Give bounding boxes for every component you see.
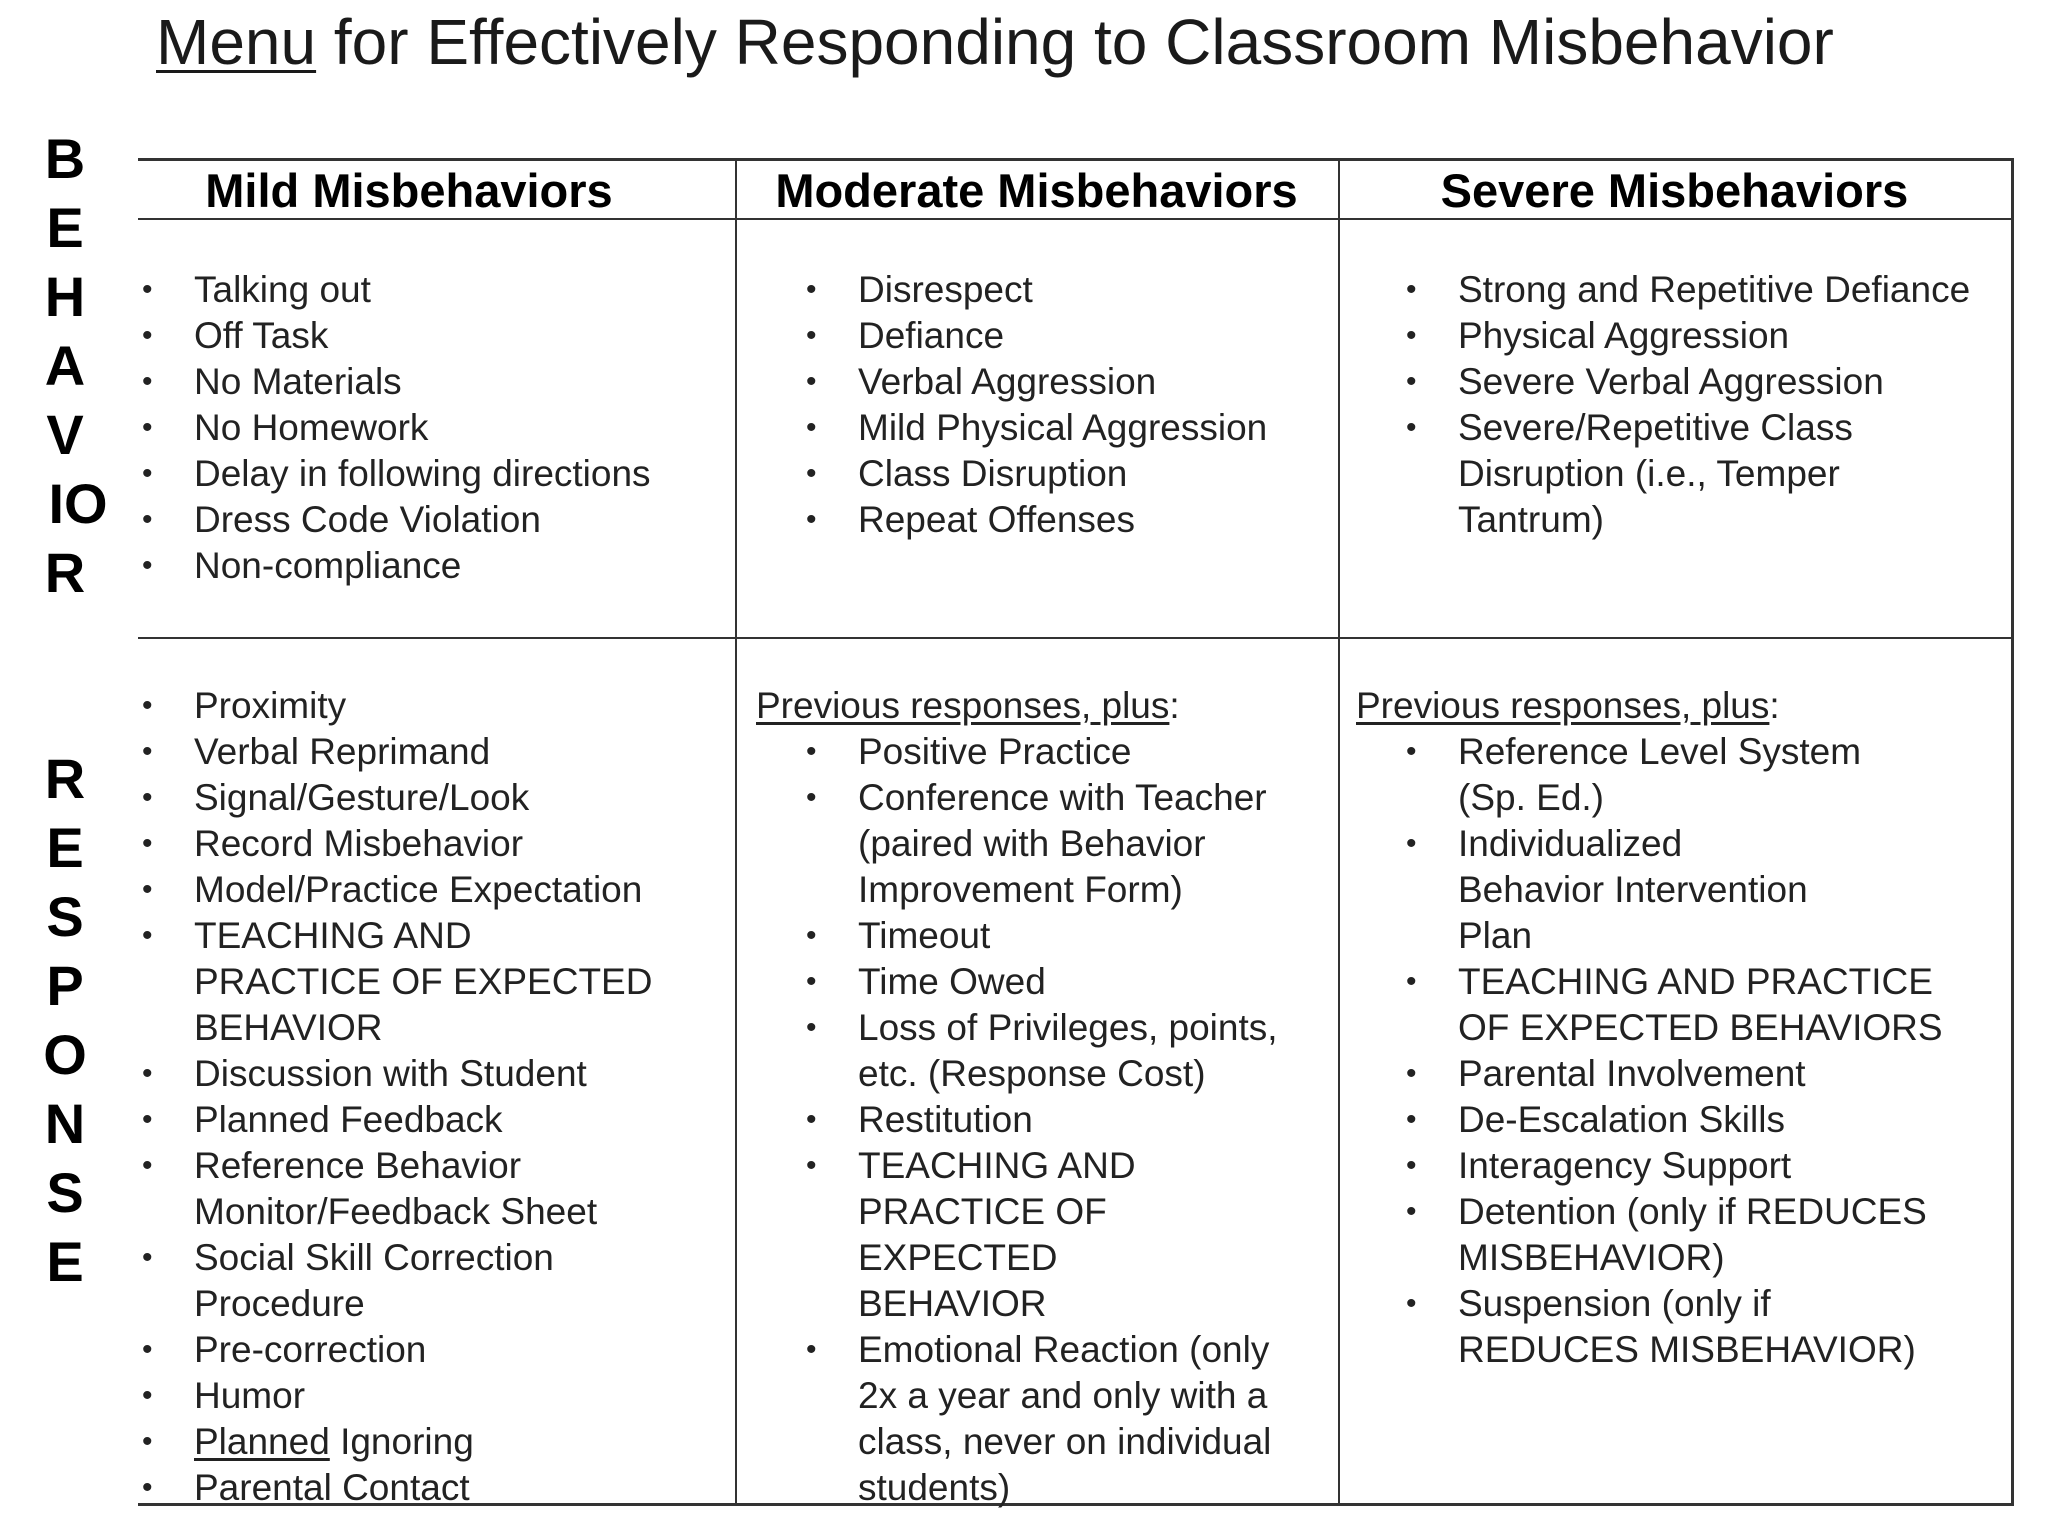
- severe-responses-list: [1406, 729, 2006, 1373]
- mild-behaviors-list: [142, 267, 732, 589]
- list-item: • Individualized Behavior Intervention Plan: [1406, 821, 2006, 959]
- list-item: [142, 1419, 732, 1465]
- list-item: • Verbal Aggression: [806, 359, 1336, 405]
- list-item: • Non-compliance: [142, 543, 732, 589]
- list-item: • Parental Contact: [142, 1465, 732, 1511]
- side-letter: P: [46, 954, 84, 1017]
- list-item: • Interagency Support: [1406, 1143, 2006, 1189]
- previous-responses-label: Previous responses, plus: [756, 685, 1170, 726]
- cell-mild-responses: [142, 683, 732, 1511]
- cell-severe-behaviors: [1406, 267, 2006, 543]
- list-item: • De-Escalation Skills: [1406, 1097, 2006, 1143]
- list-item: • Class Disruption: [806, 451, 1336, 497]
- list-item: • Model/Practice Expectation: [142, 867, 732, 913]
- moderate-responses-list: [806, 729, 1336, 1511]
- list-item: • Reference Level System (Sp. Ed.): [1406, 729, 2006, 821]
- header-moderate: Moderate Misbehaviors: [775, 164, 1298, 217]
- list-item: • Verbal Reprimand: [142, 729, 732, 775]
- side-letter: O: [43, 1023, 87, 1086]
- list-item: • Conference with Teacher (paired with Behavior Improvement Form): [806, 775, 1336, 913]
- list-item: • Off Task: [142, 313, 732, 359]
- list-item: • Record Misbehavior: [142, 821, 732, 867]
- list-item: • Discussion with Student: [142, 1051, 732, 1097]
- list-item: • Severe Verbal Aggression: [1406, 359, 2006, 405]
- cell-moderate-behaviors: [806, 267, 1336, 543]
- list-item: • Timeout: [806, 913, 1336, 959]
- list-item: • TEACHING AND PRACTICE OF EXPECTED BEHAVIORS: [1406, 959, 2006, 1051]
- ignoring-text: Ignoring: [329, 1421, 474, 1462]
- side-letter: R: [44, 541, 86, 604]
- list-item: • Disrespect: [806, 267, 1336, 313]
- row-divider: [138, 637, 2011, 639]
- list-item: • Planned Feedback: [142, 1097, 732, 1143]
- list-item: • Pre-correction: [142, 1327, 732, 1373]
- side-letter: V: [46, 403, 84, 466]
- title-rest: for Effectively Responding to Classroom Misbehavior: [316, 6, 1834, 78]
- list-item: • Talking out: [142, 267, 732, 313]
- list-item: • Suspension (only if REDUCES MISBEHAVIOR): [1406, 1281, 2006, 1373]
- side-letter: R: [44, 747, 86, 810]
- side-letter: E: [46, 196, 84, 259]
- planned-underlined: Planned: [194, 1421, 330, 1462]
- column-divider: [735, 161, 737, 1503]
- mild-responses-list: [142, 683, 732, 1511]
- intro-colon: :: [1169, 685, 1180, 726]
- list-item: • Dress Code Violation: [142, 497, 732, 543]
- side-letter: N: [44, 1092, 86, 1155]
- previous-responses-intro: [756, 683, 1336, 729]
- severe-behaviors-list: [1406, 267, 2006, 543]
- cell-mild-behaviors: [142, 267, 732, 589]
- list-item: • Physical Aggression: [1406, 313, 2006, 359]
- cell-severe-responses: [1356, 683, 2006, 1373]
- list-item: • Restitution: [806, 1097, 1336, 1143]
- list-item: • No Homework: [142, 405, 732, 451]
- list-item: • Signal/Gesture/Look: [142, 775, 732, 821]
- list-item: • Positive Practice: [806, 729, 1336, 775]
- list-item: • Proximity: [142, 683, 732, 729]
- side-letter: IO: [48, 472, 108, 535]
- side-letter: S: [46, 885, 84, 948]
- page-title: [156, 0, 1834, 84]
- side-letter: H: [44, 265, 86, 328]
- misbehavior-table: [138, 158, 2014, 1506]
- list-item: • Parental Involvement: [1406, 1051, 2006, 1097]
- cell-moderate-responses: [756, 683, 1336, 1511]
- side-letter: A: [44, 334, 86, 397]
- list-item: • Delay in following directions: [142, 451, 732, 497]
- column-divider: [1338, 161, 1340, 1503]
- moderate-behaviors-list: [806, 267, 1336, 543]
- side-letter: B: [44, 127, 86, 190]
- header-severe: Severe Misbehaviors: [1440, 164, 1909, 217]
- side-letter: E: [46, 1230, 84, 1293]
- list-item: • No Materials: [142, 359, 732, 405]
- list-item: • TEACHING AND PRACTICE OF EXPECTED BEHAVIOR: [806, 1143, 1336, 1327]
- previous-responses-intro: [1356, 683, 2006, 729]
- title-underlined-word: Menu: [156, 6, 317, 78]
- list-item: • Time Owed: [806, 959, 1336, 1005]
- side-letter: E: [46, 816, 84, 879]
- list-item: • Detention (only if REDUCES MISBEHAVIOR): [1406, 1189, 2006, 1281]
- side-letter: S: [46, 1161, 84, 1224]
- header-mild: Mild Misbehaviors: [205, 164, 613, 217]
- previous-responses-label: Previous responses, plus: [1356, 685, 1770, 726]
- list-item: • Mild Physical Aggression: [806, 405, 1336, 451]
- list-item: • Emotional Reaction (only 2x a year and only with a class, never on individual students): [806, 1327, 1336, 1511]
- list-item: • Social Skill Correction Procedure: [142, 1235, 732, 1327]
- list-item: • Defiance: [806, 313, 1336, 359]
- list-item: • Repeat Offenses: [806, 497, 1336, 543]
- list-item: • Humor: [142, 1373, 732, 1419]
- list-item: • Reference Behavior Monitor/Feedback Sheet: [142, 1143, 732, 1235]
- list-item: • Strong and Repetitive Defiance: [1406, 267, 2006, 313]
- intro-colon: :: [1769, 685, 1780, 726]
- list-item: • Loss of Privileges, points, etc. (Response Cost): [806, 1005, 1336, 1097]
- list-item: • TEACHING AND PRACTICE OF EXPECTED BEHAVIOR: [142, 913, 732, 1051]
- list-item: • Severe/Repetitive Class Disruption (i.e., Temper Tantrum): [1406, 405, 2006, 543]
